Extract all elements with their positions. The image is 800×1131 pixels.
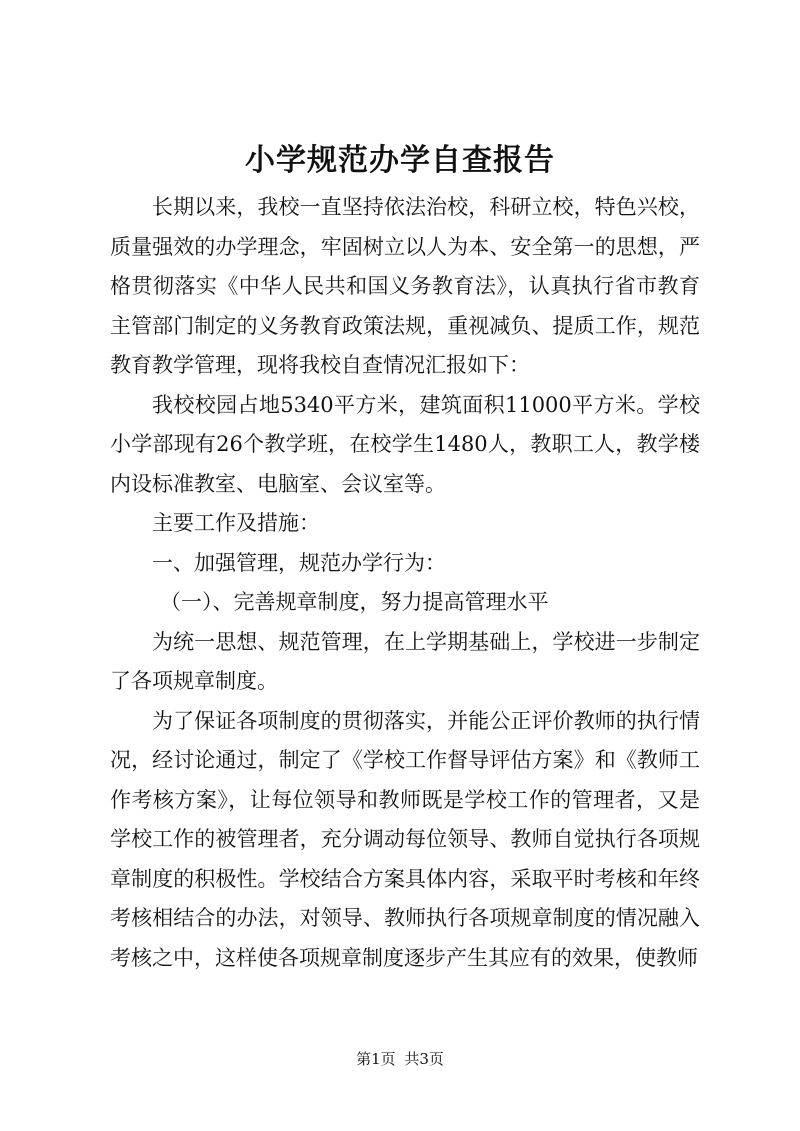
- page-footer: [0, 1049, 800, 1069]
- document-title: 小学规范办学自查报告: [245, 143, 555, 178]
- document-body: [110, 188, 700, 978]
- paragraph-implementation: 为了保证各项制度的贯彻落实，并能公正评价教师的执行情况，经讨论通过，制定了《学校工作督导评估方案》和《教师工作考核方案》，让每位领导和教师既是学校工作的管理者，又是学校工作的被管理者，充分调动每位领导、教师自觉执行各项规章制度的积极性。学校结合方案具体内容，采取平时考核和年终考核相结合的办法，对领导、教师执行各项规章制度的情况融入考核之中，这样使各项规章制度逐步产生其应有的效果，使教师: [110, 708, 700, 970]
- page-number: 第1页: [356, 1050, 396, 1068]
- paragraph-regulations: 为统一思想、规范管理，在上学期基础上，学校进一步制定了各项规章制度。: [110, 629, 700, 693]
- paragraph-section-one-heading: 一、加强管理，规范办学行为：: [152, 550, 446, 575]
- paragraph-campus-overview: 我校校园占地5340平方米，建筑面积11000平方米。学校小学部现有26个教学班，在校学生1480人，教职工人，教学楼内设标准教室、电脑室、会议室等。: [110, 392, 700, 496]
- paragraph-main-work-heading: 主要工作及措施：: [152, 511, 320, 535]
- page-total: 共3页: [404, 1050, 444, 1068]
- paragraph-intro: 长期以来，我校一直坚持依法治校，科研立校，特色兴校，质量强效的办学理念，牢固树立以人为本、安全第一的思想，严格贯彻落实《中华人民共和国义务教育法》，认真执行省市教育主管部门制定的义务教育政策法规，重视减负、提质工作，规范教育教学管理，现将我校自查情况汇报如下：: [110, 195, 700, 377]
- paragraph-subsection-heading: （一）、完善规章制度，努力提高管理水平: [160, 590, 549, 614]
